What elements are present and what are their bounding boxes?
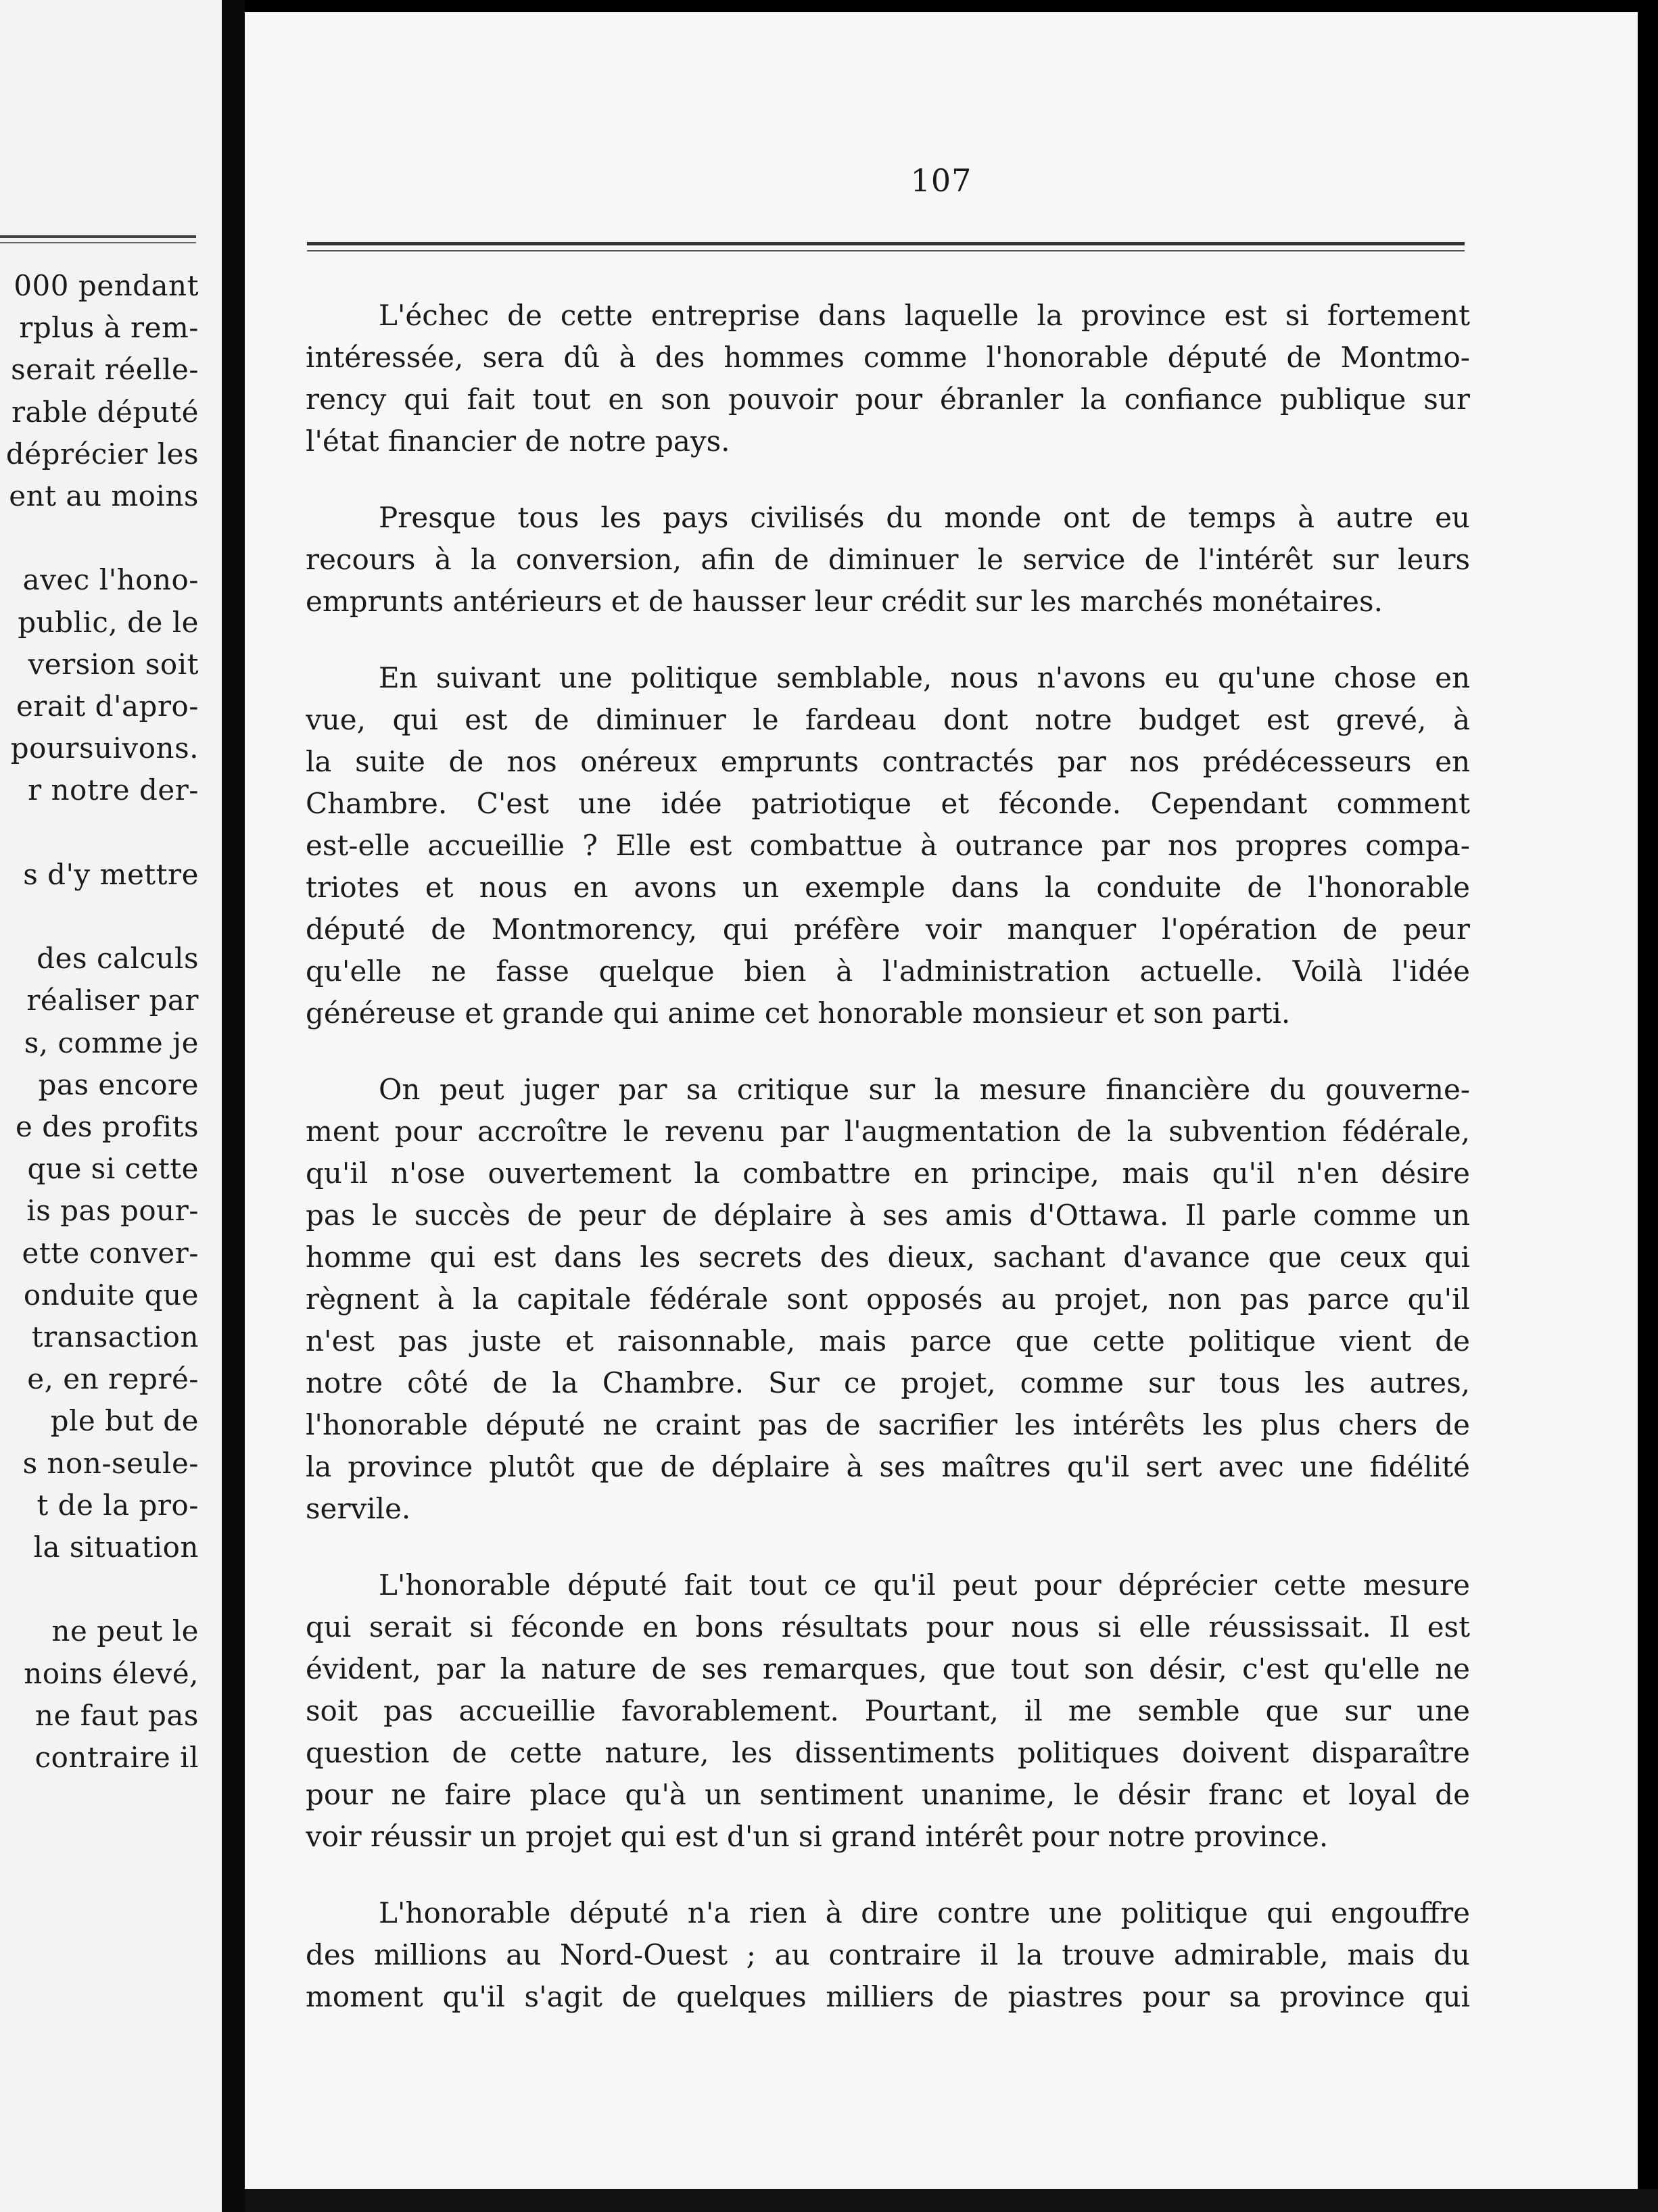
text-line-content: l'état financier de notre pays. (306, 425, 730, 458)
text-line-content: rency qui fait tout en son pouvoir pour ébranler la confiance publique sur (306, 383, 1470, 416)
text-line-content: règnent à la capitale fédérale sont opposés au projet, non pas parce qu'il (306, 1282, 1470, 1316)
text-line (306, 1362, 1470, 1404)
text-line-content: Chambre. C'est une idée patriotique et féconde. Cependant comment (306, 787, 1470, 820)
previous-page-line: s d'y mettre (23, 857, 199, 891)
text-line-content: On peut juger par sa critique sur la mesure financière du gouverne- (379, 1073, 1470, 1106)
previous-page-line: contraire il (34, 1741, 199, 1774)
page (245, 12, 1638, 2189)
text-line (306, 1976, 1470, 2018)
previous-page-line: r notre der- (28, 773, 199, 807)
previous-page-line: pas encore (38, 1067, 199, 1101)
text-line (306, 992, 1470, 1034)
previous-page-line: e des profits (15, 1110, 199, 1143)
text-line-content: homme qui est dans les secrets des dieux, sachant d'avance que ceux qui (306, 1241, 1470, 1274)
text-line-content: L'honorable député n'a rien à dire contre une politique qui engouffre (379, 1896, 1470, 1929)
text-line (306, 295, 1470, 337)
text-line-content: député de Montmorency, qui préfère voir manquer l'opération de peur (306, 913, 1470, 946)
text-line (306, 1278, 1470, 1320)
previous-page-line: que si cette (27, 1152, 199, 1186)
previous-page-line: déprécier les (5, 437, 199, 471)
text-line-content: qu'il n'ose ouvertement la combattre en principe, mais qu'il n'en désire (306, 1157, 1470, 1190)
paragraph (306, 497, 1470, 623)
previous-page-line: ne peut le (51, 1614, 199, 1648)
text-line-content: Presque tous les pays civilisés du monde ont de temps à autre eu (379, 501, 1470, 534)
text-line-content: question de cette nature, les dissentiments politiques doivent disparaître (306, 1736, 1470, 1769)
text-line-content: ment pour accroître le revenu par l'augmentation de la subvention fédérale, (306, 1115, 1470, 1148)
header-rule (307, 242, 1465, 245)
text-line (306, 1564, 1470, 1606)
text-line-content: n'est pas juste et raisonnable, mais parce que cette politique vient de (306, 1324, 1470, 1357)
previous-page-rule (0, 235, 196, 238)
header-rule-thin (307, 250, 1465, 251)
text-line-content: des millions au Nord-Ouest ; au contraire il la trouve admirable, mais du (306, 1938, 1470, 1971)
text-line (306, 1195, 1470, 1236)
paragraph (306, 295, 1470, 462)
text-line-content: servile. (306, 1492, 411, 1525)
previous-page-line: noins élevé, (24, 1656, 199, 1690)
previous-page-line: e, en repré- (27, 1362, 199, 1396)
text-line (306, 1153, 1470, 1195)
previous-page-line: public, de le (18, 605, 199, 639)
previous-page-rule-thin (0, 242, 196, 243)
previous-page-line: erait d'apro- (16, 690, 199, 723)
text-line-content: L'échec de cette entreprise dans laquelle la province est si fortement (379, 299, 1470, 332)
text-line (306, 1934, 1470, 1976)
text-line-content: notre côté de la Chambre. Sur ce projet, comme sur tous les autres, (306, 1366, 1470, 1399)
text-line (306, 581, 1470, 623)
paragraph (306, 1069, 1470, 1530)
text-line-content: triotes et nous en avons un exemple dans la conduite de l'honorable (306, 871, 1470, 904)
text-line (306, 337, 1470, 379)
previous-page-line: ette conver- (22, 1236, 199, 1270)
text-line-content: pour ne faire place qu'à un sentiment unanime, le désir franc et loyal de (306, 1778, 1470, 1811)
text-line-content: L'honorable député fait tout ce qu'il peut pour déprécier cette mesure (379, 1568, 1470, 1602)
text-line (306, 909, 1470, 951)
text-line (306, 699, 1470, 741)
text-line (306, 1732, 1470, 1774)
previous-page-line: transaction (31, 1320, 199, 1353)
previous-page-line: s non-seule- (22, 1446, 199, 1480)
page-number: 107 (910, 162, 972, 199)
previous-page-line: rplus à rem- (19, 311, 199, 345)
text-line (306, 1404, 1470, 1446)
text-line-content: qui serait si féconde en bons résultats pour nous si elle réussissait. Il est (306, 1610, 1470, 1643)
previous-page-line: des calculs (37, 942, 199, 976)
previous-page-fragment (0, 0, 222, 2212)
text-line (306, 1446, 1470, 1488)
text-line (306, 951, 1470, 992)
previous-page-line: la situation (33, 1531, 199, 1564)
page-bottom-edge (245, 2189, 1658, 2212)
text-line (306, 825, 1470, 867)
previous-page-line: réaliser par (26, 984, 199, 1017)
text-line-content: est-elle accueillie ? Elle est combattue à outrance par nos propres compa- (306, 829, 1470, 862)
text-line (306, 1069, 1470, 1111)
text-line-content: En suivant une politique semblable, nous n'avons eu qu'une chose en (379, 661, 1470, 694)
text-line-content: emprunts antérieurs et de hausser leur crédit sur les marchés monétaires. (306, 585, 1383, 618)
previous-page-line: s, comme je (24, 1026, 199, 1059)
text-line-content: qu'elle ne fasse quelque bien à l'administration actuelle. Voilà l'idée (306, 955, 1470, 988)
previous-page-line: serait réelle- (11, 353, 199, 387)
previous-page-line: ne faut pas (34, 1698, 199, 1732)
text-line (306, 741, 1470, 783)
previous-page-line: is pas pour- (26, 1194, 199, 1228)
text-line-content: généreuse et grande qui anime cet honorable monsieur et son parti. (306, 996, 1291, 1030)
previous-page-line: avec l'hono- (22, 563, 199, 597)
text-line (306, 420, 1470, 462)
text-line (306, 1774, 1470, 1816)
book-gutter (222, 0, 245, 2212)
text-line (306, 1488, 1470, 1530)
text-line-content: recours à la conversion, afin de diminuer le service de l'intérêt sur leurs (306, 543, 1470, 576)
text-line-content: vue, qui est de diminuer le fardeau dont notre budget est grevé, à (306, 703, 1470, 736)
text-line (306, 1816, 1470, 1858)
previous-page-line: 000 pendant (14, 269, 199, 302)
previous-page-line: poursuivons. (10, 731, 199, 765)
text-line-content: voir réussir un projet qui est d'un si grand intérêt pour notre province. (306, 1820, 1329, 1853)
text-line (306, 1690, 1470, 1732)
body-text (306, 295, 1470, 2052)
paragraph (306, 1564, 1470, 1858)
previous-page-line: onduite que (23, 1278, 199, 1312)
text-line-content: moment qu'il s'agit de quelques milliers de piastres pour sa province qui (306, 1980, 1470, 2013)
previous-page-line: ple but de (50, 1404, 199, 1438)
paragraph (306, 657, 1470, 1034)
text-line (306, 1320, 1470, 1362)
previous-page-line: rable député (11, 395, 199, 429)
previous-page-line: ent au moins (9, 479, 199, 512)
text-line (306, 1892, 1470, 1934)
text-line-content: la province plutôt que de déplaire à ses maîtres qu'il sert avec une fidélité (306, 1450, 1470, 1483)
text-line (306, 379, 1470, 420)
previous-page-line: t de la pro- (37, 1488, 199, 1522)
text-line-content: l'honorable député ne craint pas de sacrifier les intérêts les plus chers de (306, 1408, 1470, 1441)
text-line-content: soit pas accueillie favorablement. Pourtant, il me semble que sur une (306, 1694, 1470, 1727)
text-line-content: la suite de nos onéreux emprunts contractés par nos prédécesseurs en (306, 745, 1470, 778)
text-line-content: pas le succès de peur de déplaire à ses amis d'Ottawa. Il parle comme un (306, 1199, 1470, 1232)
paragraph (306, 1892, 1470, 2018)
text-line-content: évident, par la nature de ses remarques, que tout son désir, c'est qu'elle ne (306, 1652, 1470, 1685)
text-line (306, 783, 1470, 825)
text-line (306, 1111, 1470, 1153)
text-line (306, 539, 1470, 581)
text-line (306, 1606, 1470, 1648)
text-line (306, 497, 1470, 539)
text-line (306, 867, 1470, 909)
text-line (306, 657, 1470, 699)
text-line (306, 1648, 1470, 1690)
text-line (306, 1236, 1470, 1278)
previous-page-line: version soit (28, 647, 199, 681)
text-line-content: intéressée, sera dû à des hommes comme l'honorable député de Montmo- (306, 341, 1470, 374)
